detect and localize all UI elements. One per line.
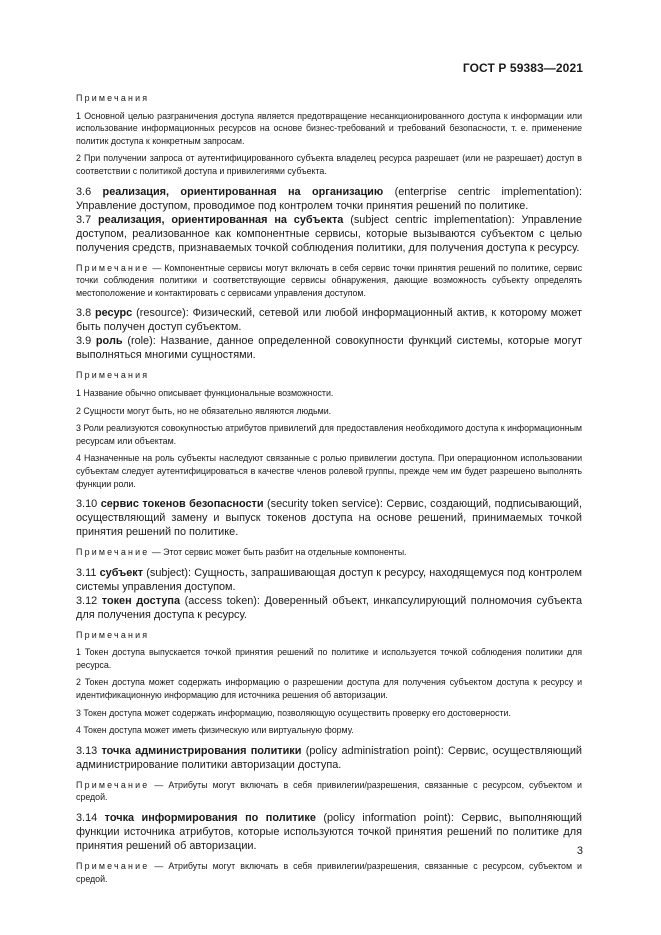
term-definition: [76, 334, 582, 362]
term-name: сервис токенов безопасности: [100, 498, 264, 511]
note: [76, 860, 582, 885]
term-definition: [76, 213, 582, 255]
term-text: (security token service): Сервис, создающий, подписывающий, осуществляющий замену и выпуск токенов доступа на основе решений, принимаемых точкой принятия решений по политике.: [76, 498, 583, 539]
page-number: 3: [576, 845, 583, 857]
term-number: 3.6: [76, 185, 92, 198]
term-number: 3.10: [76, 498, 98, 511]
note-text: Компонентные сервисы могут включать в себя сервис точки принятия решений по политике, сервис точки соблюдения политики и соответствующие сервисы обнаружения, дающие возможность субъекту определять местоположение и контактировать с сервисами управления доступом.: [76, 262, 582, 298]
note-dash: —: [151, 547, 161, 558]
note-item: 2 Токен доступа может содержать информацию о разрешении доступа для получения субъектом доступа к ресурсу и идентификационную информацию для источника решения об авторизации.: [76, 677, 582, 701]
note-label: Примечание: [76, 547, 150, 558]
term-text: (subject): Сущность, запрашивающая доступ к ресурсу, находящемуся под контролем системы управления доступом.: [76, 566, 583, 593]
note-label: Примечание: [76, 262, 150, 273]
note-item: 3 Роли реализуются совокупностью атрибутов привилегий для предоставления необходимого доступа к информационным ресурсам или объектам.: [76, 423, 582, 446]
note-text: Атрибуты могут включать в себя привилегии/разрешения, связанные с ресурсом, субъектом и средой.: [76, 779, 582, 803]
note-dash: —: [152, 262, 162, 273]
notes-title: Примечания: [76, 93, 150, 103]
term-definition: [76, 185, 582, 213]
term-name: роль: [95, 335, 123, 348]
note-dash: —: [154, 861, 164, 872]
note-label: Примечание: [76, 779, 150, 790]
term-name: ресурс: [94, 307, 133, 320]
term-number: 3.8: [76, 307, 92, 320]
note-item: 4 Назначенные на роль субъекты наследуют связанные с ролью привилегии доступа. При операционном использовании субъектам следует аутентифицироваться в качестве членов ролевой группы, прежде чем им будет разрешено выполнять функции роли.: [76, 453, 582, 489]
notes-block: [76, 629, 582, 737]
note-item: 2 Сущности могут быть, но не обязательно являются людьми.: [76, 405, 332, 416]
note-item: 2 При получении запроса от аутентифицированного субъекта владелец ресурса разрешает (или не разрешает) доступ в соответствии с политикой доступа и привилегиями субъекта.: [76, 153, 582, 176]
term-text: (policy information point): Сервис, выполняющий функции источника атрибутов, которые используются точкой принятия решений по политике для принятия решений об авторизации.: [76, 812, 582, 853]
term-definition: [76, 306, 582, 334]
term-text: (access token): Доверенный объект, инкапсулирующий полномочия субъекта для получения доступа к ресурсу.: [76, 594, 583, 621]
notes-block: [76, 369, 582, 490]
note-text: Атрибуты могут включать в себя привилегии/разрешения, связанные с ресурсом, субъектом и средой.: [76, 861, 582, 884]
term-number: 3.13: [76, 744, 98, 757]
notes-title: Примечания: [76, 629, 150, 640]
term-name: точка администрирования политики: [101, 744, 302, 757]
note-dash: —: [154, 779, 164, 790]
term-text: (resource): Физический, сетевой или любой информационный актив, к которому может быть получен доступ субъектом.: [76, 307, 582, 334]
term-definition: [76, 744, 582, 772]
note-label: Примечание: [76, 861, 150, 872]
term-name: реализация, ориентированная на организацию: [102, 185, 384, 198]
term-definition: [76, 497, 582, 539]
term-text: (role): Название, данное определенной совокупности функций системы, которые могут выполняться многими сущностями.: [76, 335, 582, 362]
note-item: 4 Токен доступа может иметь физическую или виртуальную форму.: [76, 725, 354, 736]
term-number: 3.9: [76, 335, 92, 348]
term-text: (subject centric implementation): Управление доступом, реализованное как компонентные сервисы, которые вызываются субъектом с целью получения средств, признаваемых точкой соблюдения политики, для получения доступа к ресурсу.: [76, 213, 583, 254]
term-name: субъект: [99, 566, 144, 579]
term-number: 3.14: [76, 812, 98, 825]
document-body: [76, 92, 582, 885]
term-name: точка информирования по политике: [104, 812, 316, 825]
note: [76, 546, 582, 559]
term-name: реализация, ориентированная на субъекта: [98, 213, 344, 226]
term-text: (policy administration point): Сервис, осуществляющий администрирование политики авторизации доступа.: [76, 744, 582, 771]
note-item: 1 Токен доступа выпускается точкой принятия решений по политике и используется точкой соблюдения политики для ресурса.: [76, 647, 582, 670]
note-item: 1 Основной целью разграничения доступа является предотвращение несанкционированного доступа к информации или использование информационных ресурсов на основе бизнес-требований и требований безопасности, т. е. применение политик доступа к конкретным запросам.: [76, 110, 582, 146]
document-header: ГОСТ Р 59383—2021: [462, 61, 583, 75]
note: [76, 779, 582, 804]
note: [76, 262, 582, 300]
term-definition: [76, 594, 582, 622]
term-text: (enterprise centric implementation): Управление доступом, проводимое под контролем точки принятия решений по политике.: [76, 185, 583, 212]
term-number: 3.7: [76, 213, 92, 226]
note-item: 3 Токен доступа может содержать информацию, позволяющую осуществить проверку его достоверности.: [76, 707, 511, 718]
notes-block: [76, 92, 582, 178]
term-number: 3.11: [76, 566, 97, 579]
term-definition: [76, 566, 582, 594]
note-item: 1 Название обычно описывает функциональные возможности.: [76, 387, 334, 398]
term-name: токен доступа: [101, 594, 181, 607]
term-number: 3.12: [76, 594, 98, 607]
term-definition: [76, 811, 582, 853]
notes-title: Примечания: [76, 370, 150, 381]
note-text: Этот сервис может быть разбит на отдельные компоненты.: [163, 547, 407, 558]
